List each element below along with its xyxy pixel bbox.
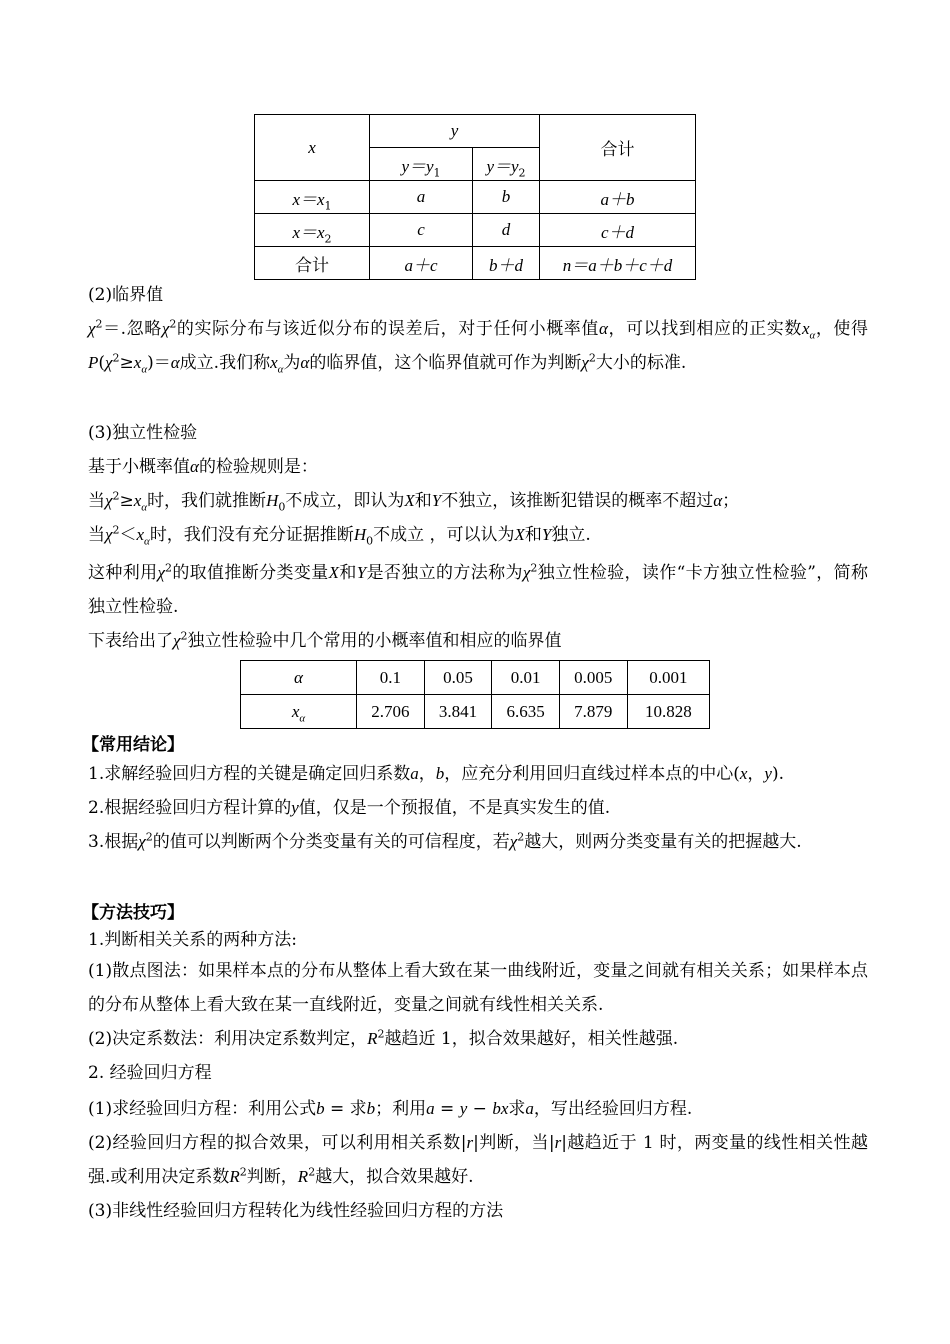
- conclusion-3: 3.根据$\chi^2$的值可以判断两个分类变量有关的可信程度，若$\chi^2$越大，则两分类变量有关的把握越大.: [88, 830, 802, 852]
- rule-accept: 当$\chi^2<x_\alpha$时，我们没有充分证据推断$H_0$不成立 ，可以认为X和Y独立.: [88, 523, 591, 548]
- section-heading-critical: (2)临界值: [88, 285, 164, 305]
- row1-label: $x=x_1$: [255, 181, 370, 214]
- section-heading-independence: (3)独立性检验: [88, 423, 198, 443]
- critical-value-table: [240, 660, 710, 729]
- table-row: [241, 661, 710, 695]
- conclusions-heading: 【常用结论】: [82, 735, 184, 755]
- table-row: [255, 181, 696, 214]
- cell: c＋d: [540, 214, 696, 247]
- row2-label: $x=x_2$: [255, 214, 370, 247]
- cell: 3.841: [424, 695, 492, 729]
- cell: 6.635: [492, 695, 560, 729]
- method-1-2: (2)决定系数法：利用决定系数判定，$R^2$越趋近 1，拟合效果越好，相关性越强.: [88, 1027, 679, 1049]
- x-label-cell: $x_\alpha$: [241, 695, 357, 729]
- critical-paragraph: $\chi^2=$.忽略$\chi^2$的实际分布与该近似分布的误差后，对于任何小概率值α，可以找到相应的正实数$x_\alpha$，使得$P(\chi^2\ge x_\alpha)=\alpha$成立.我们称$x_\alpha$为α的临界值，这个临界值就可作为判断$\chi^2$大小的标准.: [88, 317, 869, 376]
- method-1-1: (1)散点图法：如果样本点的分布从整体上看大致在某一曲线附近，变量之间就有相关关系；如果样本点的分布从整体上看大致在某一直线附近，变量之间就有线性相关关系.: [88, 961, 868, 1015]
- cell: 0.05: [424, 661, 492, 695]
- table-row: [241, 695, 710, 729]
- total-header-cell: 合计: [540, 115, 696, 181]
- cell: n＝a＋b＋c＋d: [540, 247, 696, 280]
- method-1: 1.判断相关关系的两种方法:: [88, 930, 297, 950]
- cell: a: [370, 181, 473, 214]
- method-2-3: (3)非线性经验回归方程转化为线性经验回归方程的方法: [88, 1201, 504, 1221]
- cell: c: [370, 214, 473, 247]
- cell: b: [473, 181, 540, 214]
- cell: 0.01: [492, 661, 560, 695]
- methods-heading: 【方法技巧】: [82, 903, 184, 923]
- cell: 0.005: [559, 661, 627, 695]
- cell: a＋c: [370, 247, 473, 280]
- conclusion-2: 2.根据经验回归方程计算的y值，仅是一个预报值，不是真实发生的值.: [88, 798, 611, 818]
- y1-header-cell: $y=y_1$: [370, 148, 473, 181]
- cell: b＋d: [473, 247, 540, 280]
- total-row-label: 合计: [255, 247, 370, 280]
- method-2-1: (1)求经验回归方程：利用公式b = 求b；利用a = y − bx求a，写出经验回归方程.: [88, 1099, 693, 1119]
- cell: 0.1: [357, 661, 425, 695]
- cell: 10.828: [627, 695, 709, 729]
- cell: 2.706: [357, 695, 425, 729]
- table-row: [255, 214, 696, 247]
- contingency-table: [254, 114, 696, 280]
- cell: a＋b: [540, 181, 696, 214]
- y2-header-cell: $y=y_2$: [473, 148, 540, 181]
- table-row: [255, 247, 696, 280]
- rule-reject: 当$\chi^2\ge x_\alpha$时，我们就推断$H_0$不成立，即认为X和Y不独立，该推断犯错误的概率不超过α；: [88, 489, 740, 514]
- cell: 7.879: [559, 695, 627, 729]
- definition-paragraph: 这种利用$\chi^2$的取值推断分类变量X和Y是否独立的方法称为$\chi^2$独立性检验，读作“卡方独立性检验”，简称独立性检验.: [88, 561, 869, 617]
- x-header-cell: x: [255, 115, 370, 181]
- cell: d: [473, 214, 540, 247]
- conclusion-1: 1.求解经验回归方程的关键是确定回归系数a，b，应充分利用回归直线过样本点的中心(x，y).: [88, 764, 785, 784]
- table-intro: 下表给出了$\chi^2$独立性检验中几个常用的小概率值和相应的临界值: [88, 629, 562, 651]
- cell: 0.001: [627, 661, 709, 695]
- method-2: 2. 经验回归方程: [88, 1063, 212, 1083]
- alpha-label-cell: α: [241, 661, 357, 695]
- y-header-cell: y: [370, 115, 540, 148]
- rule-intro: 基于小概率值α的检验规则是：: [88, 457, 318, 477]
- method-2-2: (2)经验回归方程的拟合效果，可以利用相关系数|r|判断，当|r|越趋近于 1 时，两变量的线性相关性越强.或利用决定系数$R^2$判断，$R^2$越大，拟合效果越好.: [88, 1133, 868, 1187]
